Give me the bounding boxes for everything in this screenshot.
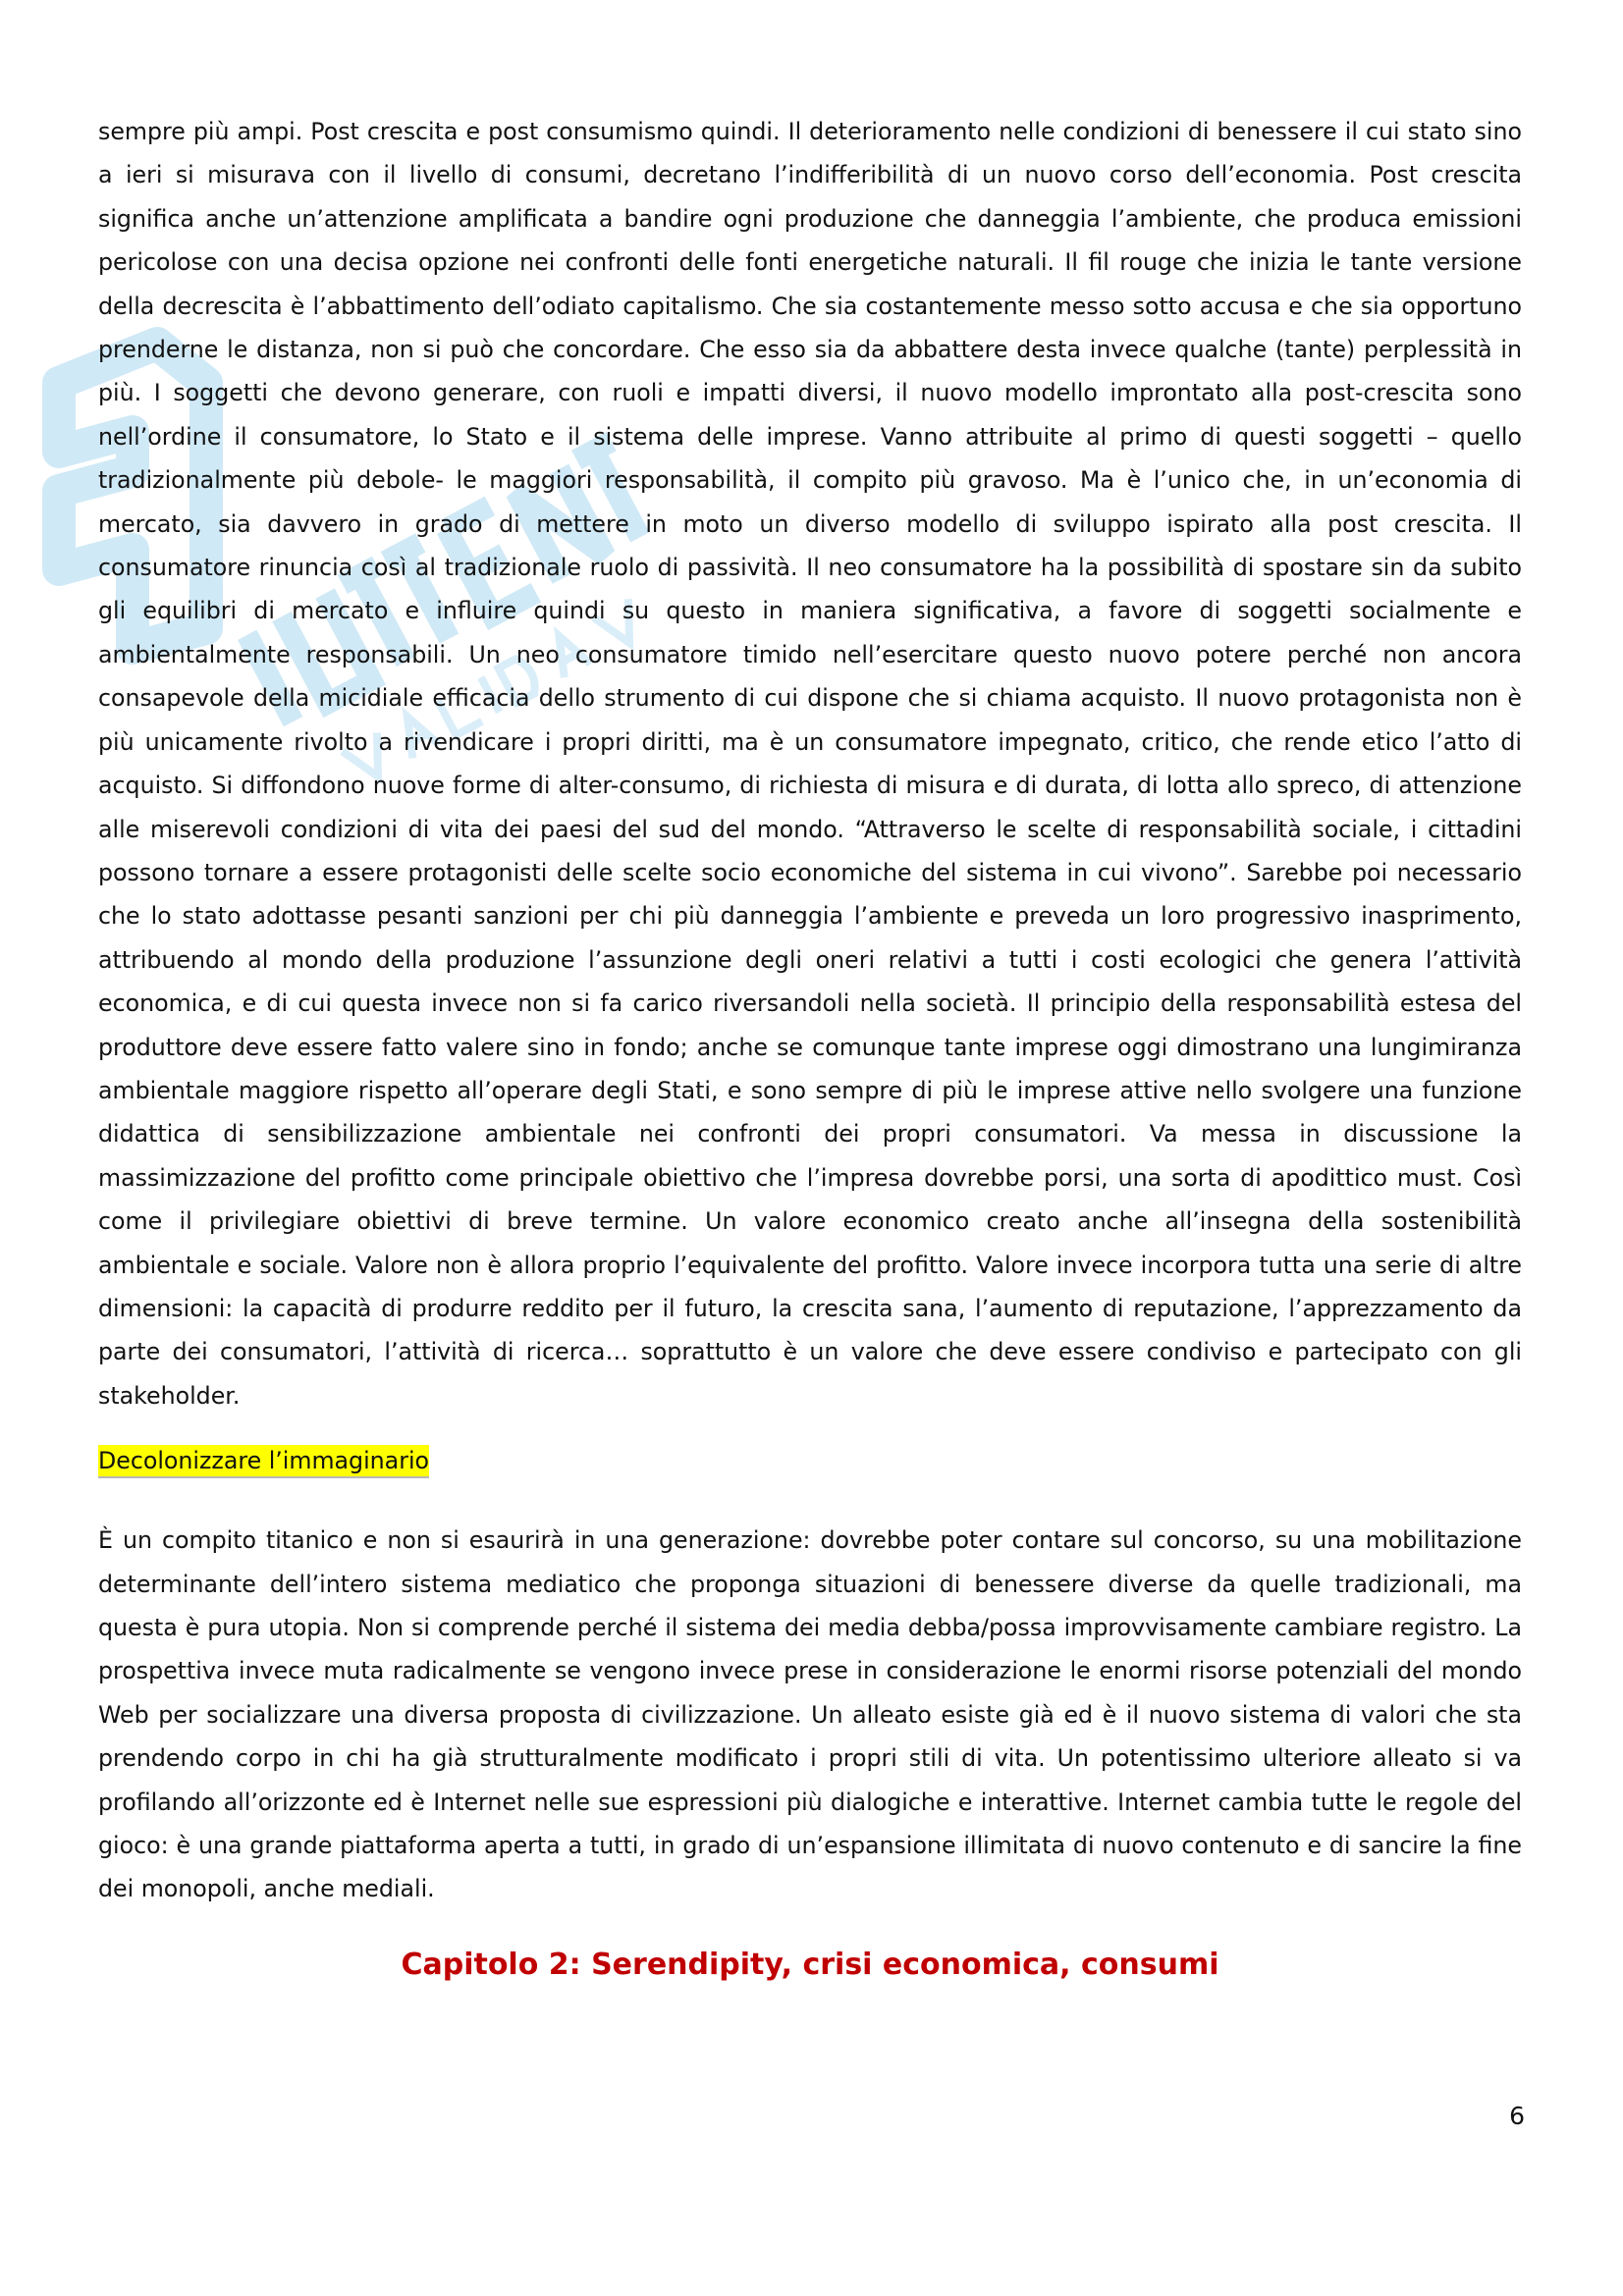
section-heading-wrapper xyxy=(98,1442,1522,1485)
page-number: 6 xyxy=(1509,2102,1525,2130)
page-content xyxy=(98,110,1522,1985)
section-heading: Decolonizzare l’immaginario xyxy=(98,1447,430,1475)
chapter-title: Capitolo 2: Serendipity, crisi economica, consumi xyxy=(401,1947,1219,1982)
body-paragraph: sempre più ampi. Post crescita e post consumismo quindi. Il deterioramento nelle condizioni di benessere il cui stato sino a ieri si misurava con il livello di consumi, decretano l’indifferibilità di un nuovo corso dell’economia. Post crescita significa anche un’attenzione amplificata a bandire ogni produzione che danneggia l’ambiente, che produca emissioni pericolose con una decisa opzione nei confronti delle fonti energetiche naturali. Il fil rouge che inizia le tante versione della decrescita è l’abbattimento dell’odiato capitalismo. Che sia costantemente messo sotto accusa e che sia opportuno prenderne le distanza, non si può che concordare. Che esso sia da abbattere desta invece qualche (tante) perplessità in più. I soggetti che devono generare, con ruoli e impatti diversi, il nuovo modello improntato alla post-crescita sono nell’ordine il consumatore, lo Stato e il sistema delle imprese. Vanno attribuite al primo di questi soggetti – quello tradizionalmente più debole- le maggiori responsabilità, il compito più gravoso. Ma è l’unico che, in un’economia di mercato, sia davvero in grado di mettere in moto un diverso modello di sviluppo ispirato alla post crescita. Il consumatore rinuncia così al tradizionale ruolo di passività. Il neo consumatore ha la possibilità di spostare sin da subito gli equilibri di mercato e influire quindi su questo in maniera significativa, a favore di soggetti socialmente e ambientalmente responsabili. Un neo consumatore timido nell’esercitare questo nuovo potere perché non ancora consapevole della micidiale efficacia dello strumento di cui dispone che si chiama acquisto. Il nuovo protagonista non è più unicamente rivolto a rivendicare i propri diritti, ma è un consumatore impegnato, critico, che rende etico l’atto di acquisto. Si diffondono nuove forme di alter-consumo, di richiesta di misura e di durata, di lotta allo spreco, di attenzione alle miserevoli condizioni di vita dei paesi del sud del mondo. “Attraverso le scelte di responsabilità sociale, i cittadini possono tornare a essere protagonisti delle scelte socio economiche del sistema in cui vivono”. Sarebbe poi necessario che lo stato adottasse pesanti sanzioni per chi più danneggia l’ambiente e preveda un loro progressivo inasprimento, attribuendo al mondo della produzione l’assunzione degli oneri relativi a tutti i costi ecologici che genera l’attività economica, e di cui questa invece non si fa carico riversandoli nella società. Il principio della responsabilità estesa del produttore deve essere fatto valere sino in fondo; anche se comunque tante imprese oggi dimostrano una lungimiranza ambientale maggiore rispetto all’operare degli Stati, e sono sempre di più le imprese attive nello svolgere una funzione didattica di sensibilizzazione ambientale nei confronti dei propri consumatori. Va messa in discussione la massimizzazione del profitto come principale obiettivo che l’impresa dovrebbe porsi, una sorta di apodittico must. Così come il privilegiare obiettivi di breve termine. Un valore economico creato anche all’insegna della sostenibilità ambientale e sociale. Valore non è allora proprio l’equivalente del profitto. Valore invece incorpora tutta una serie di altre dimensioni: la capacità di produrre reddito per il futuro, la crescita sana, l’aumento di reputazione, l’apprezzamento da parte dei consumatori, l’attività di ricerca… soprattutto è un valore che deve essere condiviso e partecipato con gli stakeholder. xyxy=(98,118,1522,1410)
body-paragraph: È un compito titanico e non si esaurirà in una generazione: dovrebbe poter contare sul concorso, su una mobilitazione determinante dell’intero sistema mediatico che proponga situazioni di benessere diverse da quelle tradizionali, ma questa è pura utopia. Non si comprende perché il sistema dei media debba/possa improvvisamente cambiare registro. La prospettiva invece muta radicalmente se vengono invece prese in considerazione le enormi risorse potenziali del mondo Web per socializzare una diversa proposta di civilizzazione. Un alleato esiste già ed è il nuovo sistema di valori che sta prendendo corpo in chi ha già strutturalmente modificato i propri stili di vita. Un potentissimo ulteriore alleato si va profilando all’orizzonte ed è Internet nelle sue espressioni più dialogiche e interattive. Internet cambia tutte le regole del gioco: è una grande piattaforma aperta a tutti, in grado di un’espansione illimitata di nuovo contenuto e di sancire la fine dei monopoli, anche mediali. xyxy=(98,1526,1522,1903)
